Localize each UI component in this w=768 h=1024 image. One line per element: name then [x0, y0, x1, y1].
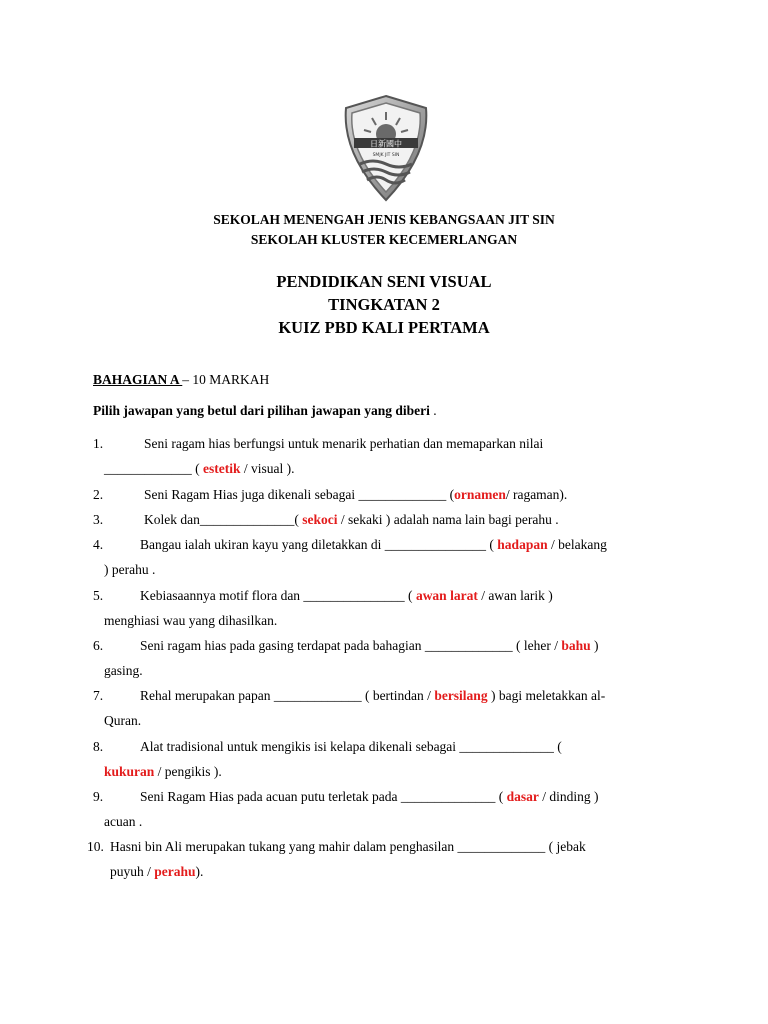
question-10-line-2: puyuh / perahu). — [110, 864, 204, 879]
question-5-line-2: menghiasi wau yang dihasilkan. — [104, 613, 278, 628]
section-title: BAHAGIAN A — [93, 372, 183, 387]
question-number: 10. — [87, 839, 104, 854]
question-3-line-1: Kolek dan______________( sekoci / sekaki ) adalah nama lain bagi perahu . — [144, 512, 559, 527]
form-title: TINGKATAN 2 — [328, 295, 440, 314]
instruction-text: Pilih jawapan yang betul dari pilihan jawapan yang diberi — [93, 403, 430, 418]
question-number: 7. — [93, 688, 104, 703]
school-crest-logo — [340, 94, 432, 202]
question-6-line-2: gasing. — [104, 663, 143, 678]
answer: perahu — [154, 864, 196, 879]
question-number: 4. — [93, 537, 104, 552]
instruction — [93, 403, 437, 419]
answer: bersilang — [434, 688, 488, 703]
quiz-title: KUIZ PBD KALI PERTAMA — [278, 318, 490, 337]
section-heading — [93, 372, 269, 388]
question-5-line-1: Kebiasaannya motif flora dan _______________ ( awan larat / awan larik ) — [140, 588, 553, 603]
svg-text:日新國中: 日新國中 — [370, 139, 402, 149]
question-8-line-2: kukuran / pengikis ). — [104, 764, 222, 779]
school-name: SEKOLAH MENENGAH JENIS KEBANGSAAN JIT SIN — [213, 212, 555, 227]
question-number: 8. — [93, 739, 104, 754]
question-6-line-1: Seni ragam hias pada gasing terdapat pada bahagian _____________ ( leher / bahu ) — [140, 638, 599, 653]
answer: estetik — [203, 461, 241, 476]
question-number: 3. — [93, 512, 104, 527]
instruction-end: . — [429, 403, 437, 418]
question-1-line-2: _____________ ( estetik / visual ). — [104, 461, 295, 476]
question-2-line-1: Seni Ragam Hias juga dikenali sebagai _____________ (ornamen/ ragaman). — [144, 487, 568, 502]
question-7-line-1: Rehal merupakan papan _____________ ( bertindan / bersilang ) bagi meletakkan al- — [140, 688, 606, 703]
answer: awan larat — [415, 588, 478, 603]
answer: dasar — [506, 789, 539, 804]
question-number: 9. — [93, 789, 104, 804]
subject-title: PENDIDIKAN SENI VISUAL — [276, 272, 492, 291]
question-number: 5. — [93, 588, 104, 603]
question-10-line-1: Hasni bin Ali merupakan tukang yang mahir dalam penghasilan _____________ ( jebak — [110, 839, 586, 854]
answer: bahu — [561, 638, 591, 653]
school-cluster: SEKOLAH KLUSTER KECEMERLANGAN — [250, 232, 518, 247]
question-number: 1. — [93, 436, 104, 451]
question-4-line-2: ) perahu . — [104, 562, 156, 577]
question-9-line-2: acuan . — [104, 814, 143, 829]
question-number: 2. — [93, 487, 104, 502]
svg-text:SMJK JIT SIN: SMJK JIT SIN — [372, 153, 400, 158]
answer: sekoci — [302, 512, 338, 527]
question-number: 6. — [93, 638, 104, 653]
question-9-line-1: Seni Ragam Hias pada acuan putu terletak pada ______________ ( dasar / dinding ) — [140, 789, 599, 804]
answer: ornamen — [454, 487, 506, 502]
section-marks: – 10 MARKAH — [182, 372, 270, 387]
question-4-line-1: Bangau ialah ukiran kayu yang diletakkan di _______________ ( hadapan / belakang — [140, 537, 607, 552]
answer: kukuran — [104, 764, 155, 779]
question-1-line-1: Seni ragam hias berfungsi untuk menarik perhatian dan memaparkan nilai — [144, 436, 544, 451]
question-7-line-2: Quran. — [104, 713, 142, 728]
question-8-line-1: Alat tradisional untuk mengikis isi kelapa dikenali sebagai ______________ ( — [140, 739, 562, 754]
answer: hadapan — [497, 537, 548, 552]
